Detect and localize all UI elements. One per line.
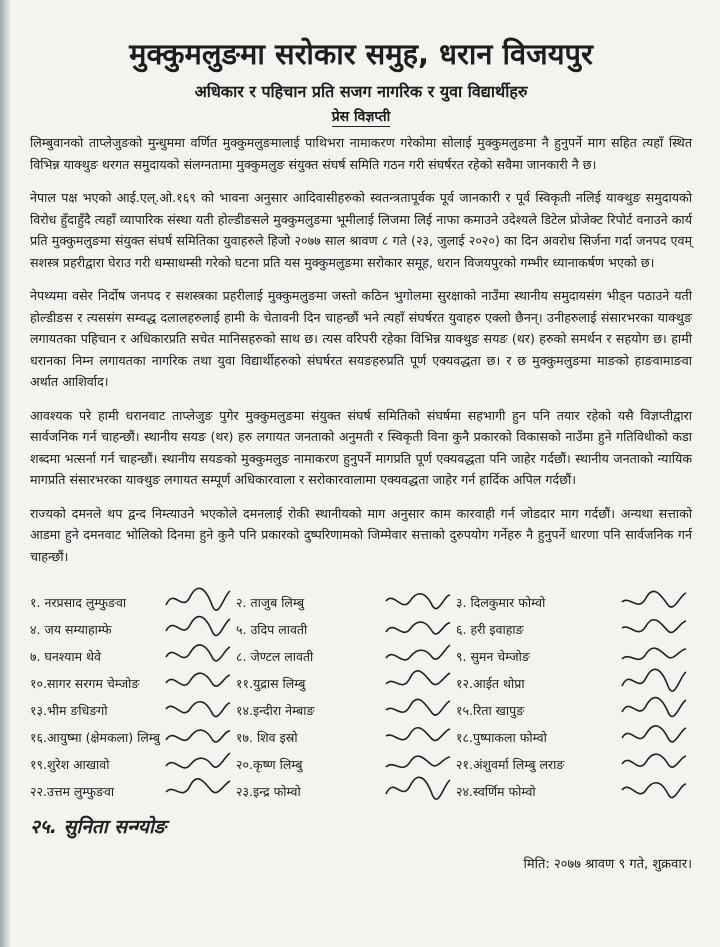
signature-icon xyxy=(618,585,688,615)
signatory-name: २३.इन्द्र फोम्वो xyxy=(236,784,301,799)
paragraph-2: नेपाल पक्ष भएको आई.एल्.ओ.१६९ को भावना अनुसार आदिवासीहरुको स्वतन्त्रतापूर्वक पूर्व जानकारी र पूर्व स्विकृती नलिई याक्थुङ समुदायको विरोध हुँदाहुँदै त्यहाँ व्यापारिक संस्था यती होल्डीङसले मुक्कुमलुङमा भूमीलाई लिजमा लिई नाफा कमाउने उदेश्यले डिटेल प्रोजेक्ट रिपोर्ट वनाउने कार्य प्रति मुक्कुमलुङमा संयुक्त संघर्ष समितिका युवाहरुले हिजो २०७७ साल श्रावण ८ गते (२३, जुलाई २०२०) का दिन अवरोध सिर्जना गर्दा जनपद एवम् सशस्त्र प्रहरीद्वारा घेराउ गरी धम्साधम्सी गरेको घटना प्रति यस मुक्कुमलुङमा सरोकार समूह, धरान विजयपुरको गम्भीर ध्यानाकर्षण भएको छ। xyxy=(30,190,692,270)
document-type xyxy=(30,106,692,128)
signatory-name: ८. जेण्टल लावती xyxy=(236,649,314,664)
signatory-name: १२.आईत थोप्रा xyxy=(456,676,525,691)
signature-icon xyxy=(382,693,452,723)
page-title: मुक्कुमलुङमा सरोकार समुह, धरान विजयपुर xyxy=(129,37,593,71)
signature-icon xyxy=(618,774,688,804)
signatory xyxy=(236,782,456,809)
paragraph-5: राज्यको दमनले थप द्वन्द निम्त्याउने भएकोले दमनलाई रोकी स्थानीयको माग अनुसार काम कारवाही गर्न जोडदार माग गर्दछौं। अन्यथा सत्ताको आडमा हुने दमनवाट भोलिको दिनमा हुने कुनै पनि प्रकारको दुष्परिणामको जिम्मेवार सत्ताको दुरुपयोग गर्नेहरु नै हुनुपर्ने धारणा पनि सार्वजनिक गर्न चाहन्छौं। xyxy=(30,505,692,564)
signatory-name: २४.स्वर्णिम फोम्वो xyxy=(456,784,536,799)
signature-icon xyxy=(382,747,452,777)
signatory-name: १०.सागर सरगम चेम्जोङ xyxy=(30,676,140,691)
signature-icon xyxy=(618,639,688,669)
signatory-name: २१.अंशुवर्मा लिम्बु लराङ xyxy=(456,757,565,772)
signatory-name: १६.आयुष्मा (क्षेमकला) लिम्बु xyxy=(30,730,161,745)
signatory-name: १३.भीम ङधिङगो xyxy=(30,703,108,718)
signature-icon xyxy=(382,639,452,669)
signature-icon xyxy=(162,585,232,615)
signatory-name: ४. जय सम्याहाम्फे xyxy=(30,622,112,637)
handwritten-signatory: २५. सुनिता सन्ग्योङ xyxy=(30,816,166,838)
signatory-name: १७. शिव इस्रो xyxy=(236,730,298,745)
signatory-name: २२.उत्तम लुम्फुङवा xyxy=(30,784,115,799)
signature-icon xyxy=(382,774,452,804)
signatory-name: ५. उदिप लावती xyxy=(236,622,308,637)
signatory-name: १९.शुरेश आखावो xyxy=(30,757,110,772)
signatory xyxy=(30,782,236,809)
signatory-name: २०.कृष्ण लिम्बु xyxy=(236,757,303,772)
paragraph-1: लिम्बुवानको ताप्लेजुङको मुन्धुममा वर्णित मुक्कुमलुङमालाई पाथिभरा नामाकरण गरेकोमा सोलाई मुक्कुमलुङमा नै हुनुपर्ने माग सहित त्यहाँ स्थित विभिन्न याक्थुङ थरगत समुदायको संलग्नतामा मुक्कुमलुङ संयुक्त संघर्ष समिति गठन गरी संघर्षरत रहेको सवैमा जानकारी नै छ। xyxy=(30,135,692,172)
signatory-name: १४.इन्दीरा नेम्बाङ xyxy=(236,703,315,718)
signature-icon xyxy=(382,666,452,696)
signatory-name: ९. सुमन चेम्जोङ xyxy=(456,649,530,664)
paragraph-3: नेपथ्यमा वसेर निर्दोष जनपद र सशस्त्रका प्रहरीलाई मुक्कुमलुङमा जस्तो कठिन भुगोलमा सुरक्षाको नाउँमा स्थानीय समुदायसंग भीड्न पठाउने यती होल्डीङस र त्यससंग सम्वद्ध दलालहरुलाई हामी के चेतावनी दिन चाहन्छौं भने त्यहाँ संघर्षरत युवाहरु एक्लो छैनन्। उनीहरुलाई संसारभरका याक्थुङ लगायतका पहिचान र अधिकारप्रति सचेत मानिसहरुको साथ छ। त्यस वरिपरी रहेका विभिन्न याक्थुङ सयङ (थर) हरुको समर्थन र सहयोग छ। हामी धरानका निम्न लगायतका नागरिक तथा युवा विद्यार्थीहरुको संघर्षरत सयङहरुप्रति पूर्ण एक्यवद्धता छ। र छ मुक्कुमलुङमा माङको हाङवामाङवा अर्थात आशिर्वाद। xyxy=(30,288,692,389)
signature-icon xyxy=(618,693,688,723)
signature-icon xyxy=(618,720,688,750)
signature-icon xyxy=(618,666,688,696)
signature-icon xyxy=(162,612,232,642)
signatory-name: १८.पुष्पाकला फोम्वो xyxy=(456,730,547,745)
signatory-name: ६. हरी इवाहाङ xyxy=(456,622,524,637)
signatory-name: ७. घनश्याम थेवे xyxy=(30,649,101,664)
signatory-name: १५.रिता खापुङ xyxy=(456,703,525,718)
signature-icon xyxy=(162,774,232,804)
signatory xyxy=(456,782,692,809)
signature-icon xyxy=(162,747,232,777)
signatory-list xyxy=(30,593,692,809)
page-subtitle: अधिकार र पहिचान प्रति सजग नागरिक र युवा विद्यार्थीहरु xyxy=(194,82,528,101)
press-release-heading: प्रेस विज्ञप्ती xyxy=(331,109,391,125)
signature-icon xyxy=(162,693,232,723)
signature-icon xyxy=(162,639,232,669)
signature-icon xyxy=(162,666,232,696)
signatory-name: ११.युद्रास लिम्बु xyxy=(236,676,306,691)
document-date: मिति: २०७७ श्रावण ९ गते, शुक्रवार। xyxy=(523,857,692,872)
signatory-name: ३. दिलकुमार फोम्वो xyxy=(456,595,546,610)
signature-icon xyxy=(382,585,452,615)
signatory-name: १. नरप्रसाद लुम्फुङवा xyxy=(30,595,127,610)
signature-icon xyxy=(382,720,452,750)
signature-icon xyxy=(162,720,232,750)
signature-icon xyxy=(618,612,688,642)
signature-icon xyxy=(618,747,688,777)
paragraph-4: आवश्यक परे हामी धरानवाट ताप्लेजुङ पुगेर मुक्कुमलुङमा संयुक्त संघर्ष समितिको संघर्षमा सहभागी हुन पनि तयार रहेको यसै विज्ञप्तीद्वारा सार्वजनिक गर्न चाहन्छौं। स्थानीय सयङ (थर) हरु लगायत जनताको अनुमती र स्विकृती विना कुनै प्रकारको विकासको नाउँमा हुने गतिविधीको कडा शब्दमा भत्सर्ना गर्न चाहन्छौं। स्थानीय सयङको मुक्कुमलुङ नामाकरण हुनुपर्ने मागप्रति पूर्ण एक्यवद्धता पनि जाहेर गर्दछौं। स्थानीय जनताको न्यायिक मागप्रति संसारभरका याक्थुङ लगायत सम्पूर्ण अधिकारवाला र सरोकारवालामा एक्यवद्धता जाहेर गर्न हार्दिक अपिल गर्दछौं। xyxy=(30,407,692,487)
signature-icon xyxy=(382,612,452,642)
signatory-name: २. ताजुब लिम्बु xyxy=(236,595,305,610)
